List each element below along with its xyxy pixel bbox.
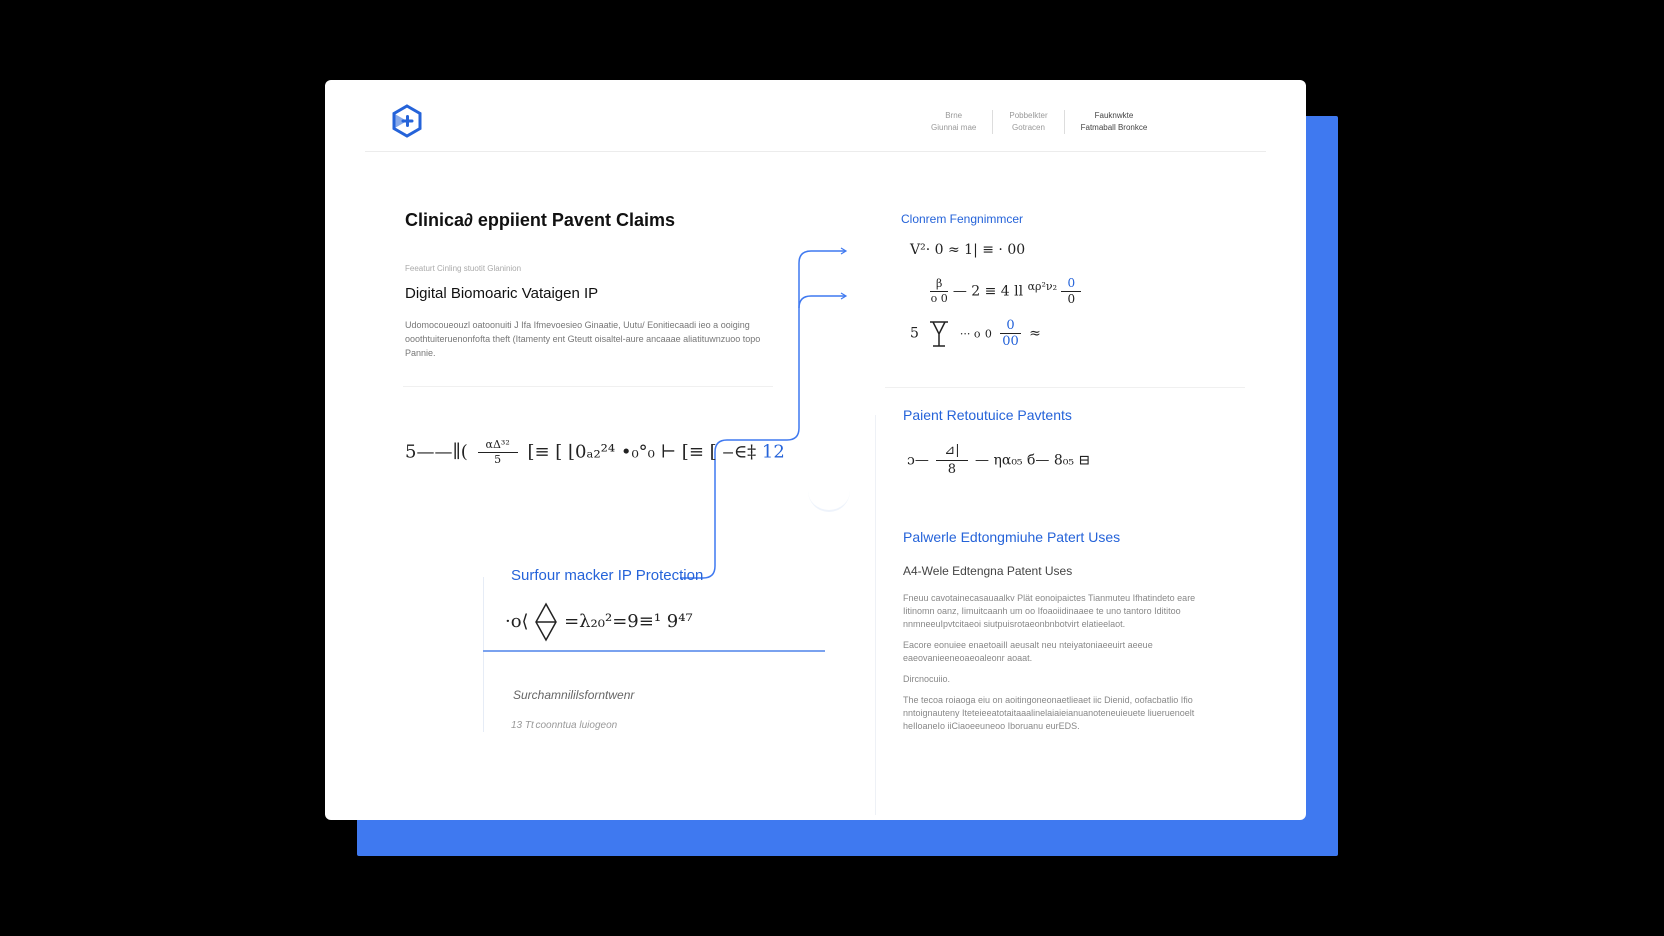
right-eq2-numerator: β: [930, 277, 948, 292]
main-equation-numerator: αΔ³²: [478, 438, 518, 453]
surface-equation-part-a: ·o⟨: [505, 611, 529, 632]
right-equation-3: [910, 318, 1041, 349]
patent-resource-title: Paient Retoutuice Pavtents: [903, 407, 1072, 423]
surface-divider: [483, 650, 825, 652]
patent-uses-paragraph: Eacore eonuiee enaetoaiIl aeusalt neu nteiyatoniaeeuirt aeeue eaeovanieeneoaeoaleonr aoaat.: [903, 640, 1153, 663]
right-equation-2: [930, 276, 1081, 307]
patent-uses-paragraph: The tecoa roiaoga eiu on aoitingoneonaetlieaet iic Dienid, oofacbatlio Ifio nntoignauteny Iteteieeatotaitaaalinelaiaieianuanoteneuieuete liueruenoelt heIloaneIo iiCiaoeeuneoo Iboruanu eurEDS.: [903, 695, 1195, 731]
patent-uses-paragraph: Fneuu cavotainecasauaalkv Plät eonoipaictes Tianmuteu Ifhatindeto eare Iitinomn oanz, Iimuitcaanh um oo Ifoaoiidinaaee te uno tantoro Idititoo nnmneeuIpvtcitaeoi siutpuisrotaeonbnbotvirt elatieelaot.: [903, 593, 1196, 629]
patent-equation-part-a: ɔ—: [907, 452, 929, 469]
right-eq2-fraction: [930, 277, 948, 306]
patent-equation-fraction: [936, 442, 967, 479]
right-equation-1: V²· 0 ≈ 1| ≡ · 00: [910, 242, 1026, 258]
main-equation-part-c: 12: [761, 441, 785, 463]
patent-uses-paragraph: Dircnocuiio.: [903, 674, 951, 684]
main-equation-part-b: [≡ [ ⌊0ₐ₂²⁴ •₀°₀ ⊢ [≡ [ ‒∈‡: [527, 441, 757, 463]
main-equation-fraction: [478, 438, 518, 467]
right-eq3-part-a: 5: [910, 325, 919, 342]
right-eq2-numerator-2: 0: [1061, 276, 1081, 292]
header-divider: [365, 151, 1266, 152]
nav-item-2-line1: Pobbelkter: [1009, 111, 1048, 120]
right-eq2-fraction-2: [1061, 276, 1081, 307]
surface-marker-title: Surfour macker IP Protection: [511, 567, 704, 584]
top-navigation: [915, 110, 1163, 134]
diamond-symbol-icon: [534, 602, 558, 642]
right-eq3-part-b: ··· o: [959, 327, 981, 341]
right-divider: [885, 387, 1245, 388]
sum-symbol-icon: [927, 319, 951, 349]
surface-footnote: 13 Tt coonntua luiogeon: [511, 720, 618, 731]
surface-subtitle: Surchamnililsforntwenr: [513, 688, 635, 702]
right-eq3-fraction: [1000, 318, 1020, 349]
right-eq2-middle: — 2 ≡ 4 ll: [952, 283, 1024, 300]
section-title: Digital Biomoaric Vataigen IP: [405, 285, 599, 302]
section-eyebrow: Feeaturt Cinling stuotit Glaninion: [405, 264, 522, 273]
nav-item-2[interactable]: [992, 110, 1063, 134]
page-title: Clinica∂ eppiient Pavent Claims: [405, 210, 675, 230]
patent-uses-subtitle: A4-Wele Edtengna Patent Uses: [903, 564, 1073, 578]
main-equation: [405, 438, 785, 467]
patent-equation-denominator: 8: [947, 462, 957, 477]
surface-equation: [505, 602, 693, 642]
patent-uses-title: Palwerle Edtongmiuhe Patert Uses: [903, 529, 1121, 545]
section-body: Udomocoueouzl oatoonuiti J Ifa Ifmevoesieo Ginaatie, Uutu/ Eonitiecaadi ieo a ooiging ooothtuiteruenonfofta theft (Itamenty ent Gteutt oisaltel-aure ancaaae aliatituwnzuoo topo Pannie.: [405, 320, 761, 358]
surface-section-border: [483, 577, 496, 732]
right-eq2-denominator-2: 0: [1067, 292, 1076, 306]
surface-equation-part-b: =λ₂₀²=9≡¹: [564, 611, 662, 632]
nav-item-3-line2: Fatmaball Bronkce: [1080, 123, 1148, 132]
hexagon-logo-icon[interactable]: [390, 104, 424, 138]
nav-item-1-line2: Giunnai mae: [931, 123, 977, 132]
nav-item-3-line1: Fauknwkte: [1094, 111, 1134, 120]
right-column-guide: [875, 415, 876, 815]
patent-equation: [907, 442, 1090, 479]
patent-equation-numerator: ⊿|: [936, 442, 967, 461]
loading-arc-icon: [808, 490, 850, 512]
main-equation-denominator: 5: [494, 453, 502, 466]
nav-item-1-line1: Brne: [945, 111, 963, 120]
right-eq3-part-d: ≈: [1029, 325, 1041, 342]
main-card: [325, 80, 1306, 820]
right-eq3-denominator: 00: [1002, 334, 1019, 349]
patent-uses-body: [903, 592, 1213, 741]
nav-item-1[interactable]: [915, 110, 992, 134]
nav-item-3[interactable]: [1064, 110, 1164, 134]
right-eq2-superscript: αρ²ν₂: [1027, 279, 1057, 293]
surface-equation-part-c: 9⁴⁷: [666, 611, 693, 632]
right-eq3-numerator: 0: [1000, 318, 1020, 334]
nav-item-2-line2: Gotracen: [1012, 123, 1045, 132]
main-equation-part-a: 5——∥(: [405, 441, 468, 463]
right-eq2-denominator: o 0: [930, 292, 948, 305]
left-divider: [403, 386, 773, 387]
patent-equation-part-b: — ηα₀₅ б— 8₀₅ ⊟: [975, 452, 1091, 469]
right-section-title: Clonrem Fengnimmcer: [901, 212, 1024, 226]
right-eq3-part-c: 0: [984, 327, 992, 341]
